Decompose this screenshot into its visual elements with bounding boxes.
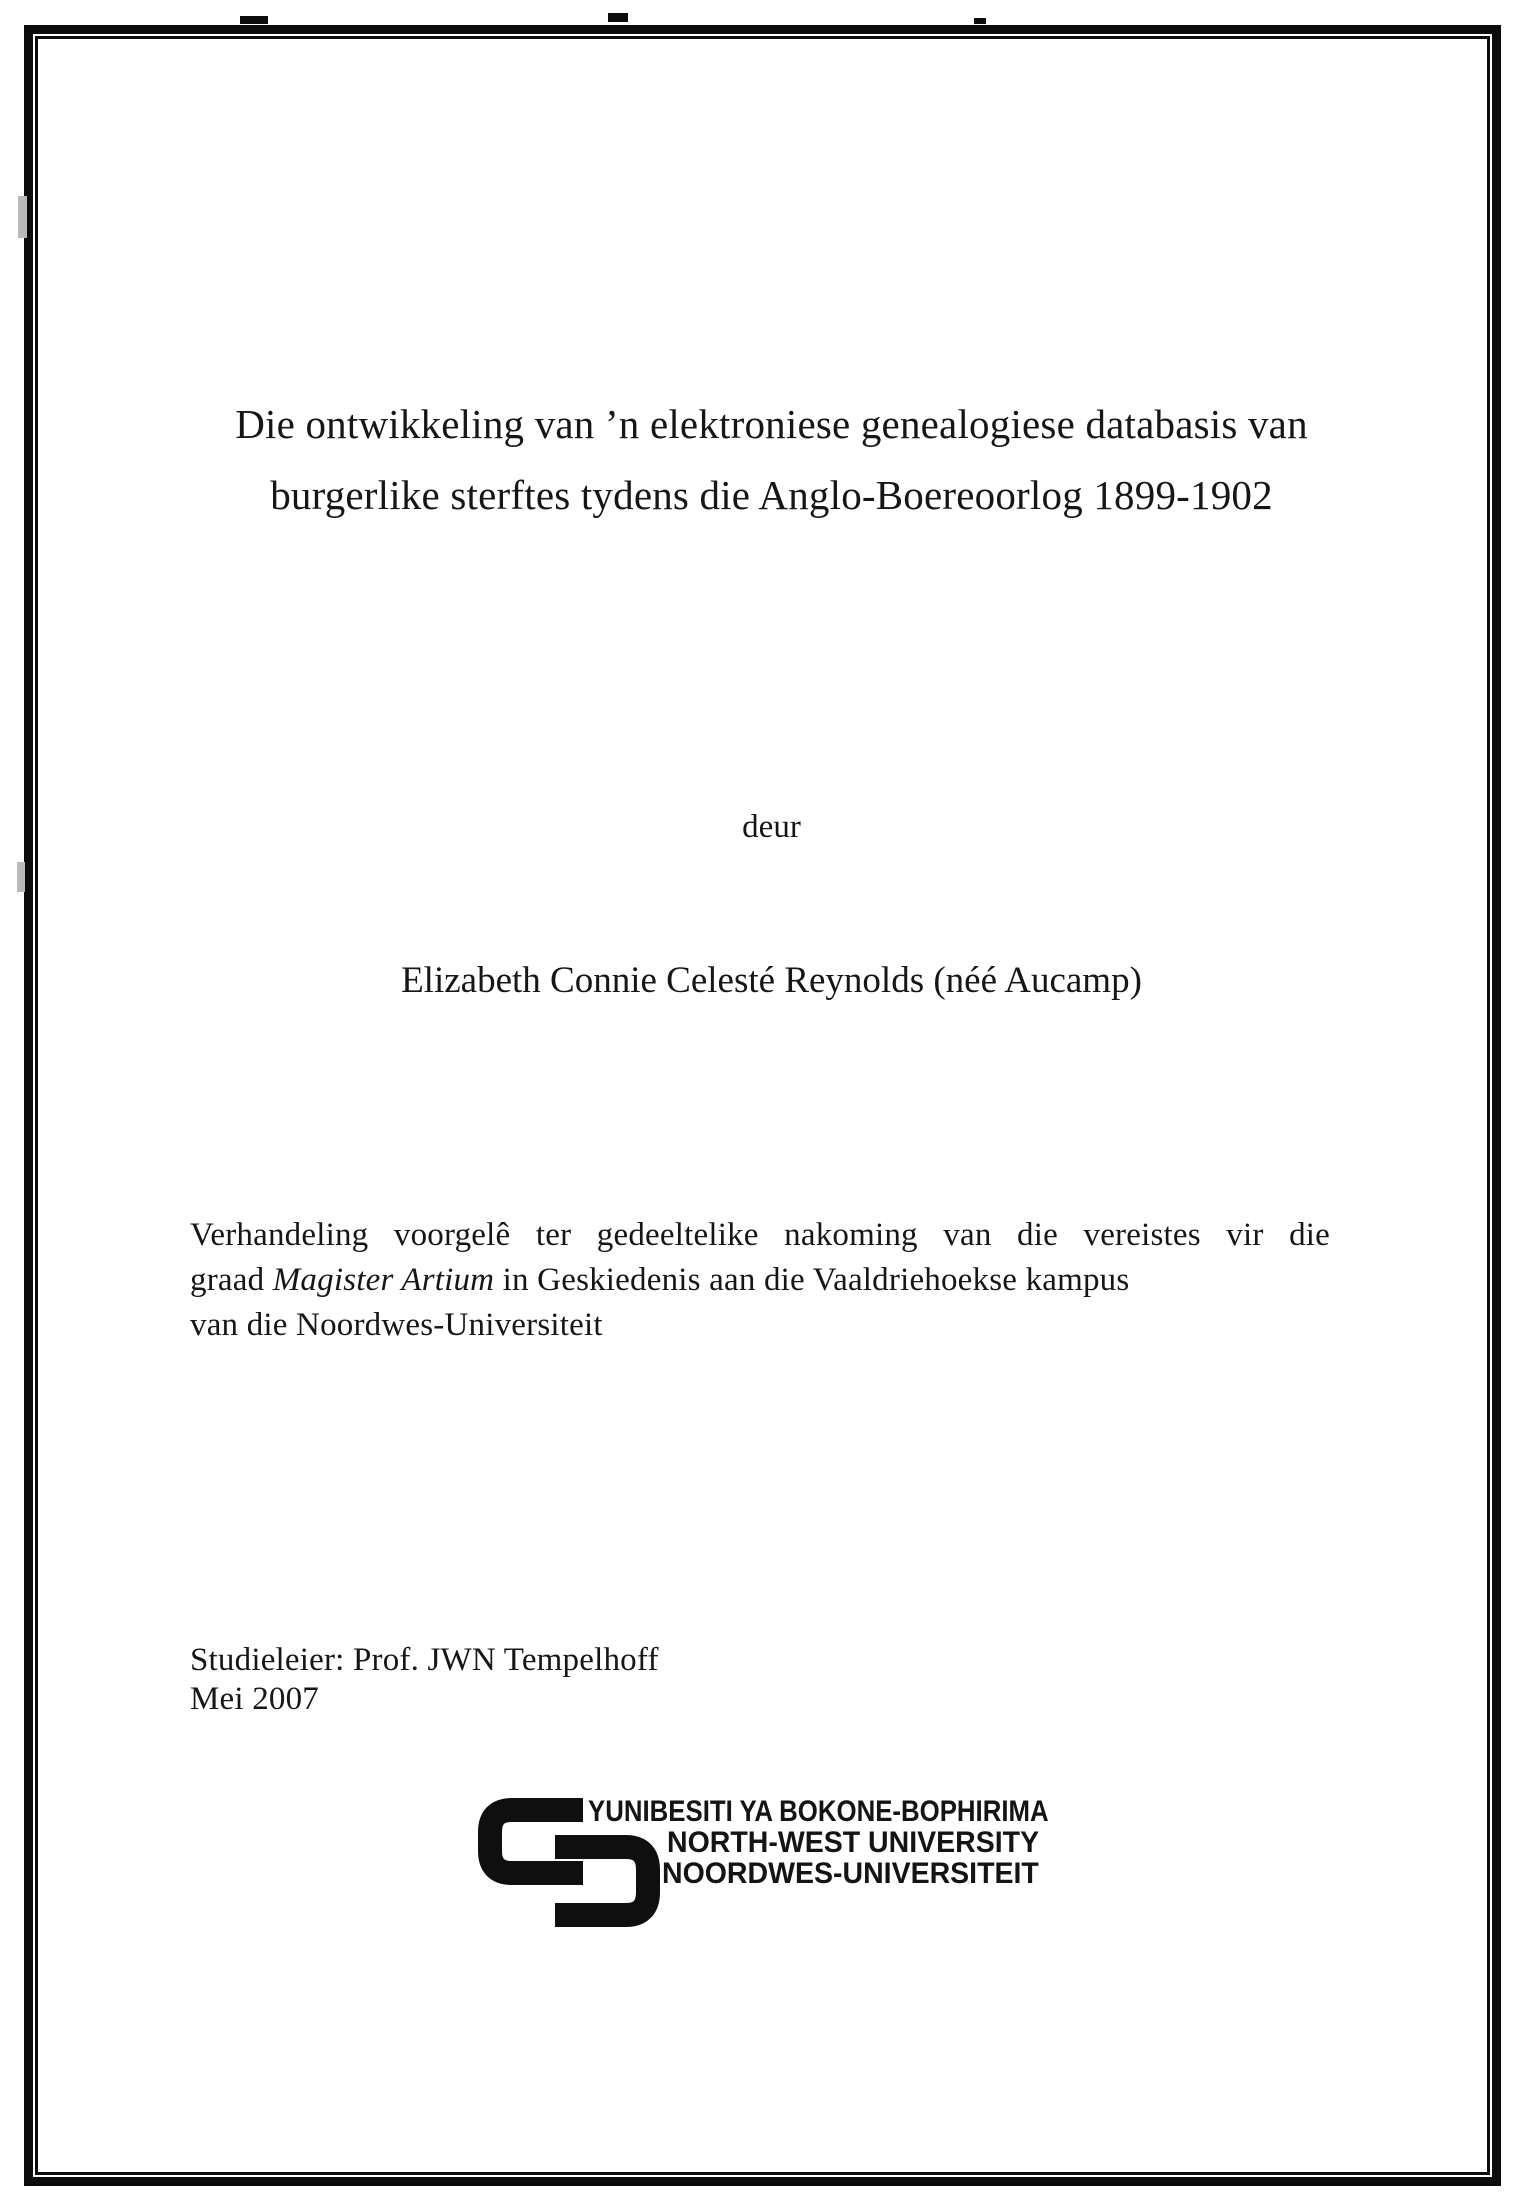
degree-name-italic: Magister Artium — [272, 1262, 495, 1298]
declaration-line-2-post: in Geskiedenis aan die Vaaldriehoekse kampus — [494, 1262, 1130, 1298]
logo-line-2: NORTH-WEST UNIVERSITY — [667, 1826, 1040, 1859]
author-name: Elizabeth Connie Celesté Reynolds (néé Aucamp) — [401, 960, 1142, 1001]
supervisor-block — [190, 1641, 659, 1719]
declaration-line-3: van die Noordwes-Universiteit — [190, 1307, 603, 1343]
declaration-line-2-pre: graad — [190, 1262, 273, 1298]
scan-speck — [608, 13, 628, 22]
title-line-2: burgerlike sterftes tydens die Anglo-Boereoorlog 1899-1902 — [270, 472, 1273, 518]
declaration-paragraph — [190, 1213, 1330, 1348]
logo-line-1: YUNIBESITI YA BOKONE-BOPHIRIMA — [588, 1795, 1049, 1828]
date-line: Mei 2007 — [190, 1681, 320, 1717]
declaration-line-1: Verhandeling voorgelê ter gedeeltelike nakoming van die vereistes vir die — [190, 1217, 1330, 1253]
logo-line-3: NOORDWES-UNIVERSITEIT — [662, 1857, 1039, 1890]
byline-deur: deur — [742, 809, 801, 845]
scan-speck — [240, 16, 268, 24]
scan-smudge — [18, 196, 27, 238]
thesis-title — [0, 389, 1527, 531]
title-line-1: Die ontwikkeling van ’n elektroniese genealogiese databasis van — [235, 401, 1308, 447]
supervisor-line: Studieleier: Prof. JWN Tempelhoff — [190, 1642, 659, 1678]
scan-smudge — [17, 862, 25, 892]
scan-speck — [974, 18, 986, 24]
declaration-line-2 — [190, 1258, 1330, 1303]
